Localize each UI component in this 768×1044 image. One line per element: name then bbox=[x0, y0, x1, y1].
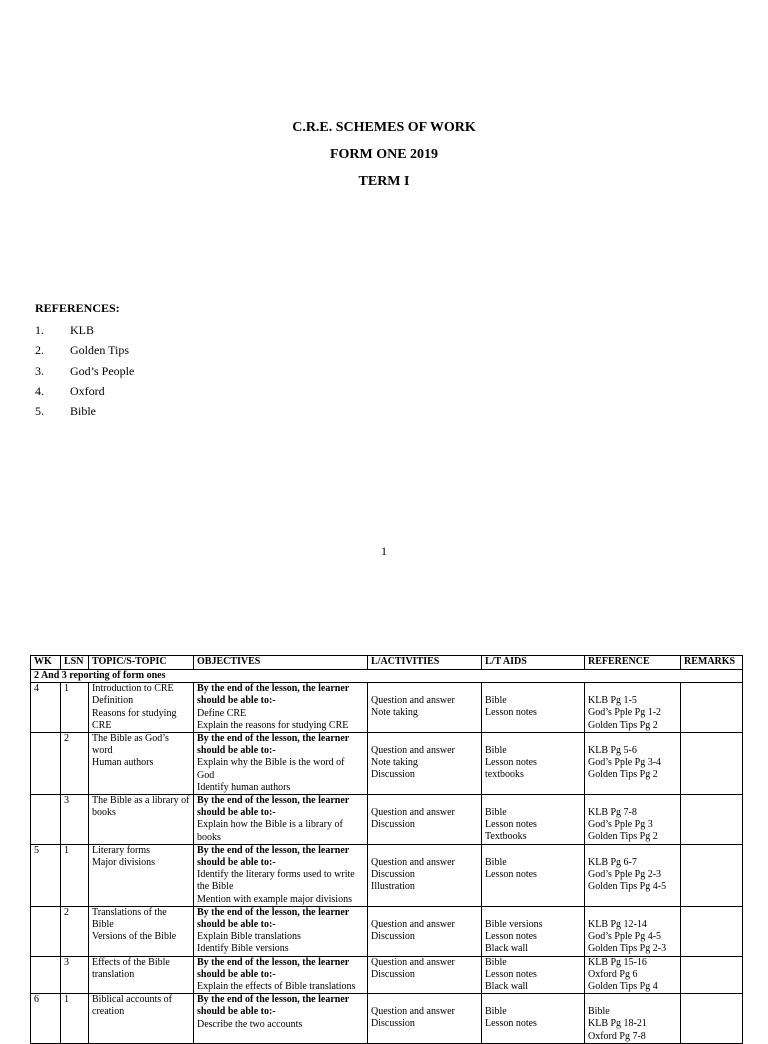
cell-activities bbox=[368, 733, 482, 795]
cell-aids bbox=[482, 844, 585, 906]
topic-line: Effects of the Bible translation bbox=[92, 956, 170, 980]
page-number: 1 bbox=[381, 544, 387, 558]
aid-line: Lesson notes bbox=[485, 707, 537, 719]
reference-line: Bible bbox=[588, 1006, 610, 1018]
cell-topic bbox=[89, 844, 194, 906]
reference-item bbox=[35, 381, 134, 401]
activity-line: Question and answer bbox=[371, 918, 455, 930]
reference-text: KLB bbox=[70, 323, 94, 337]
topic-line: Versions of the Bible bbox=[92, 931, 177, 943]
aid-line: Lesson notes bbox=[485, 819, 537, 831]
activity-line: Question and answer bbox=[371, 956, 455, 968]
reference-item bbox=[35, 340, 134, 360]
reference-line: KLB Pg 7-8 bbox=[588, 807, 637, 819]
cell-activities bbox=[368, 994, 482, 1044]
cell-reference bbox=[585, 844, 681, 906]
cell-remarks bbox=[681, 795, 743, 845]
reference-line: Golden Tips Pg 4-5 bbox=[588, 881, 667, 893]
reference-line: Golden Tips Pg 2-3 bbox=[588, 943, 667, 955]
header-remarks: REMARKS bbox=[681, 656, 743, 670]
activity-line: Question and answer bbox=[371, 856, 455, 868]
reference-line: KLB Pg 18-21 bbox=[588, 1018, 647, 1030]
activity-line: Note taking bbox=[371, 707, 418, 719]
reference-line: KLB Pg 6-7 bbox=[588, 856, 637, 868]
cell-reference bbox=[585, 795, 681, 845]
table-row bbox=[31, 795, 743, 845]
reference-item bbox=[35, 320, 134, 340]
activity-line: Discussion bbox=[371, 869, 415, 881]
cell-lsn: 2 bbox=[61, 906, 89, 956]
reference-text: Golden Tips bbox=[70, 343, 130, 358]
references-heading: REFERENCES: bbox=[35, 301, 120, 315]
section-row-label: 2 And 3 reporting of form ones bbox=[31, 670, 743, 683]
cell-lsn: 1 bbox=[61, 844, 89, 906]
cell-aids bbox=[482, 956, 585, 994]
header-objectives: OBJECTIVES bbox=[194, 656, 368, 670]
header-lsn: LSN bbox=[61, 656, 89, 670]
cell-reference bbox=[585, 956, 681, 994]
cell-objectives bbox=[194, 994, 368, 1044]
objectives-lead: By the end of the lesson, the learner should be able to:- bbox=[197, 994, 350, 1018]
objective-line: Explain Bible translations bbox=[197, 931, 301, 943]
aid-line: Lesson notes bbox=[485, 968, 537, 980]
cell-objectives bbox=[194, 683, 368, 733]
objective-line: Explain how the Bible is a library of books bbox=[197, 819, 343, 843]
cell-aids bbox=[482, 906, 585, 956]
activity-line: Question and answer bbox=[371, 695, 455, 707]
cell-objectives bbox=[194, 733, 368, 795]
reference-number: 1. bbox=[35, 323, 44, 337]
aid-line: textbooks bbox=[485, 769, 524, 781]
section-row bbox=[31, 670, 743, 683]
activity-line: Note taking bbox=[371, 757, 418, 769]
cell-lsn: 3 bbox=[61, 795, 89, 845]
reference-text: Oxford bbox=[70, 383, 105, 398]
reference-item bbox=[35, 361, 134, 381]
cell-wk bbox=[31, 795, 61, 845]
activity-line: Question and answer bbox=[371, 807, 455, 819]
reference-number: 2. bbox=[35, 343, 44, 358]
topic-line: Literary forms bbox=[92, 844, 151, 856]
cell-activities bbox=[368, 795, 482, 845]
topic-line: The Bible as God’s word bbox=[92, 733, 169, 757]
cell-topic bbox=[89, 994, 194, 1044]
aid-line: Bible versions bbox=[485, 918, 543, 930]
topic-line: The Bible as a library of books bbox=[92, 795, 190, 819]
reference-line: Oxford Pg 6 bbox=[588, 968, 638, 980]
cell-lsn: 1 bbox=[61, 994, 89, 1044]
reference-number: 4. bbox=[35, 383, 44, 398]
cell-wk bbox=[31, 956, 61, 994]
table-row bbox=[31, 906, 743, 956]
cell-topic bbox=[89, 683, 194, 733]
activity-line: Discussion bbox=[371, 968, 415, 980]
cell-remarks bbox=[681, 683, 743, 733]
objectives-lead: By the end of the lesson, the learner should be able to:- bbox=[197, 956, 350, 980]
aid-line: Bible bbox=[485, 956, 507, 968]
objective-line: Mention with example major divisions bbox=[197, 893, 352, 905]
reference-line: God’s Pple Pg 4-5 bbox=[588, 931, 662, 943]
cell-objectives bbox=[194, 844, 368, 906]
table-row bbox=[31, 956, 743, 994]
reference-line: God’s Pple Pg 1-2 bbox=[588, 707, 662, 719]
table-header-row bbox=[31, 656, 743, 670]
cell-wk: 5 bbox=[31, 844, 61, 906]
topic-line: Major divisions bbox=[92, 857, 156, 869]
header-wk: WK bbox=[31, 656, 61, 670]
objective-line: Explain why the Bible is the word of God bbox=[197, 757, 345, 781]
topic-line: Definition bbox=[92, 695, 134, 707]
cell-aids bbox=[482, 994, 585, 1044]
cell-remarks bbox=[681, 733, 743, 795]
cell-lsn: 2 bbox=[61, 733, 89, 795]
reference-line: Golden Tips Pg 4 bbox=[588, 981, 658, 993]
reference-number: 3. bbox=[35, 363, 44, 378]
objective-line: Explain the effects of Bible translations bbox=[197, 981, 356, 993]
cell-activities bbox=[368, 844, 482, 906]
aid-line: Lesson notes bbox=[485, 1018, 537, 1030]
reference-line: KLB Pg 12-14 bbox=[588, 918, 647, 930]
document-title: C.R.E. SCHEMES OF WORK bbox=[292, 120, 476, 135]
header-reference: REFERENCE bbox=[585, 656, 681, 670]
objectives-lead: By the end of the lesson, the learner should be able to:- bbox=[197, 844, 350, 869]
cell-wk: 4 bbox=[31, 683, 61, 733]
table-row bbox=[31, 733, 743, 795]
cell-remarks bbox=[681, 956, 743, 994]
cell-objectives bbox=[194, 956, 368, 994]
reference-line: God’s Pple Pg 3-4 bbox=[588, 757, 662, 769]
cell-activities bbox=[368, 906, 482, 956]
cell-lsn: 1 bbox=[61, 683, 89, 733]
cell-topic bbox=[89, 906, 194, 956]
activity-line: Discussion bbox=[371, 1018, 415, 1030]
cell-topic bbox=[89, 733, 194, 795]
topic-line: Introduction to CRE bbox=[92, 683, 174, 695]
cell-lsn: 3 bbox=[61, 956, 89, 994]
cell-reference bbox=[585, 994, 681, 1044]
topic-line: Biblical accounts of creation bbox=[92, 994, 172, 1018]
reference-line: KLB Pg 15-16 bbox=[588, 956, 647, 968]
cell-remarks bbox=[681, 906, 743, 956]
objective-line: Identify human authors bbox=[197, 781, 291, 793]
reference-item bbox=[35, 401, 134, 421]
table-row bbox=[31, 844, 743, 906]
objective-line: Define CRE bbox=[197, 707, 247, 719]
cell-topic bbox=[89, 956, 194, 994]
reference-number: 5. bbox=[35, 404, 44, 419]
reference-line: Golden Tips Pg 2 bbox=[588, 719, 658, 731]
cell-wk bbox=[31, 906, 61, 956]
reference-line: Golden Tips Pg 2 bbox=[588, 769, 658, 781]
objective-line: Identify Bible versions bbox=[197, 943, 289, 955]
reference-line: God’s Pple Pg 2-3 bbox=[588, 869, 662, 881]
aid-line: Black wall bbox=[485, 981, 529, 993]
reference-text: Bible bbox=[70, 404, 96, 419]
cell-activities bbox=[368, 683, 482, 733]
topic-line: Human authors bbox=[92, 757, 154, 769]
aid-line: Bible bbox=[485, 1006, 507, 1018]
activity-line: Discussion bbox=[371, 769, 415, 781]
topic-line: Translations of the Bible bbox=[92, 906, 167, 931]
activity-line: Discussion bbox=[371, 819, 415, 831]
aid-line: Bible bbox=[485, 745, 507, 757]
cell-wk bbox=[31, 733, 61, 795]
header-activities: L/ACTIVITIES bbox=[368, 656, 482, 670]
objective-line: Describe the two accounts bbox=[197, 1018, 303, 1030]
activity-line: Discussion bbox=[371, 931, 415, 943]
aid-line: Bible bbox=[485, 695, 507, 707]
cell-reference bbox=[585, 733, 681, 795]
cell-remarks bbox=[681, 994, 743, 1044]
objectives-lead: By the end of the lesson, the learner should be able to:- bbox=[197, 906, 350, 931]
aid-line: Black wall bbox=[485, 943, 529, 955]
header-aids: L/T AIDS bbox=[482, 656, 585, 670]
cell-aids bbox=[482, 795, 585, 845]
reference-line: Oxford Pg 7-8 bbox=[588, 1030, 646, 1042]
document-title-block bbox=[0, 114, 768, 195]
form-label: FORM ONE 2019 bbox=[329, 147, 439, 162]
reference-line: God’s Pple Pg 3 bbox=[588, 819, 653, 831]
objectives-lead: By the end of the lesson, the learner should be able to:- bbox=[197, 795, 350, 819]
cell-wk: 6 bbox=[31, 994, 61, 1044]
objectives-lead: By the end of the lesson, the learner should be able to:- bbox=[197, 733, 350, 757]
aid-line: Bible bbox=[485, 856, 507, 868]
activity-line: Question and answer bbox=[371, 1006, 455, 1018]
term-label: TERM I bbox=[358, 174, 410, 189]
reference-line: KLB Pg 5-6 bbox=[588, 745, 637, 757]
objectives-lead: By the end of the lesson, the learner should be able to:- bbox=[197, 683, 350, 707]
objective-line: Identify the literary forms used to write the Bible bbox=[197, 869, 355, 893]
cell-reference bbox=[585, 683, 681, 733]
aid-line: Lesson notes bbox=[485, 757, 537, 769]
table-row bbox=[31, 994, 743, 1044]
reference-line: KLB Pg 1-5 bbox=[588, 695, 637, 707]
cell-objectives bbox=[194, 795, 368, 845]
cell-aids bbox=[482, 683, 585, 733]
cell-activities bbox=[368, 956, 482, 994]
aid-line: Bible bbox=[485, 807, 507, 819]
cell-aids bbox=[482, 733, 585, 795]
cell-topic bbox=[89, 795, 194, 845]
reference-line: Golden Tips Pg 2 bbox=[588, 831, 658, 843]
cell-remarks bbox=[681, 844, 743, 906]
table-row bbox=[31, 683, 743, 733]
aid-line: Lesson notes bbox=[485, 869, 537, 881]
references-list bbox=[35, 320, 134, 421]
activity-line: Question and answer bbox=[371, 745, 455, 757]
objective-line: Explain the reasons for studying CRE bbox=[197, 719, 349, 731]
activity-line: Illustration bbox=[371, 881, 415, 893]
topic-line: Reasons for studying CRE bbox=[92, 707, 177, 731]
reference-text: God’s People bbox=[70, 363, 135, 378]
scheme-table bbox=[30, 655, 743, 1044]
aid-line: Lesson notes bbox=[485, 931, 537, 943]
cell-reference bbox=[585, 906, 681, 956]
aid-line: Textbooks bbox=[485, 831, 527, 843]
header-topic: TOPIC/S-TOPIC bbox=[89, 656, 194, 670]
cell-objectives bbox=[194, 906, 368, 956]
references-section bbox=[35, 301, 134, 421]
